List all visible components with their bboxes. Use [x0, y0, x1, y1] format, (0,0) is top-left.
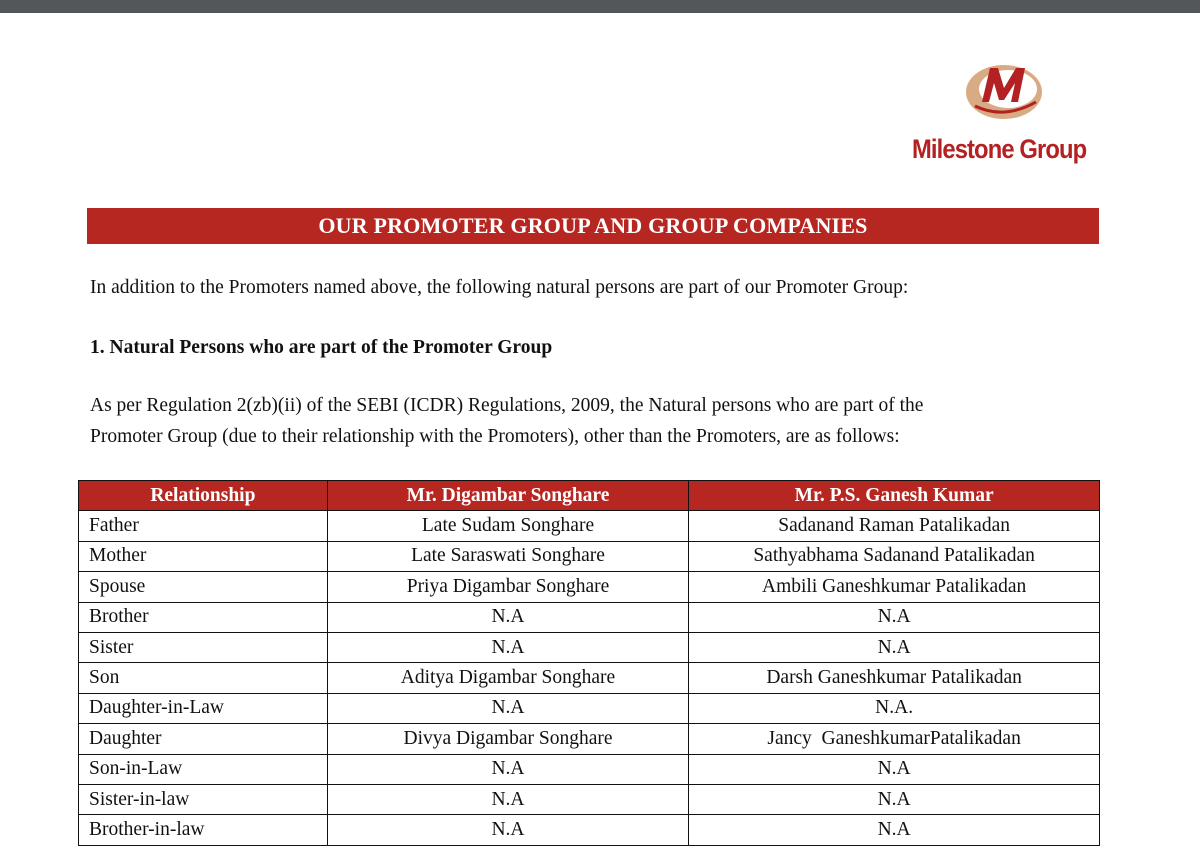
table-cell: N.A	[327, 693, 689, 723]
section-heading: 1. Natural Persons who are part of the Promoter Group	[90, 337, 553, 358]
table-row	[79, 815, 1100, 845]
table-cell: N.A	[327, 632, 689, 662]
table-cell: Darsh Ganeshkumar Patalikadan	[689, 663, 1100, 693]
table-cell: Late Saraswati Songhare	[327, 541, 689, 571]
table-row	[79, 724, 1100, 754]
regulation-paragraph	[90, 390, 923, 452]
header-ganesh-kumar: Mr. P.S. Ganesh Kumar	[689, 481, 1100, 511]
table-row	[79, 754, 1100, 784]
table-row	[79, 572, 1100, 602]
relationship-cell: Father	[79, 511, 328, 541]
table-cell: N.A	[689, 602, 1100, 632]
table-cell: N.A	[327, 815, 689, 845]
relationship-cell: Daughter	[79, 724, 328, 754]
table-cell: N.A	[327, 784, 689, 814]
relationship-cell: Brother-in-law	[79, 815, 328, 845]
table-cell: Sathyabhama Sadanand Patalikadan	[689, 541, 1100, 571]
milestone-m-emblem-icon	[912, 56, 1096, 136]
table-cell: N.A	[689, 632, 1100, 662]
logo-wordmark: Milestone Group	[912, 134, 1087, 164]
relationship-cell: Son-in-Law	[79, 754, 328, 784]
regulation-line-1: As per Regulation 2(zb)(ii) of the SEBI (ICDR) Regulations, 2009, the Natural persons who are part of the	[90, 395, 924, 416]
header-digambar-songhare: Mr. Digambar Songhare	[327, 481, 689, 511]
relationship-cell: Sister-in-law	[79, 784, 328, 814]
table-cell: Ambili Ganeshkumar Patalikadan	[689, 572, 1100, 602]
table-row	[79, 541, 1100, 571]
table-cell: N.A	[689, 754, 1100, 784]
table-row	[79, 693, 1100, 723]
table-cell: Sadanand Raman Patalikadan	[689, 511, 1100, 541]
table-row	[79, 602, 1100, 632]
relationship-cell: Sister	[79, 632, 328, 662]
table-cell: N.A.	[689, 693, 1100, 723]
regulation-line-2: Promoter Group (due to their relationship with the Promoters), other than the Promoters, are as follows:	[90, 426, 900, 447]
table-cell: Jancy GaneshkumarPatalikadan	[689, 724, 1100, 754]
table-row	[79, 511, 1100, 541]
intro-paragraph: In addition to the Promoters named above, the following natural persons are part of our Promoter Group:	[90, 277, 909, 298]
table-cell: Priya Digambar Songhare	[327, 572, 689, 602]
table-cell: Aditya Digambar Songhare	[327, 663, 689, 693]
relationship-cell: Brother	[79, 602, 328, 632]
promoter-group-table	[78, 480, 1100, 846]
table-row	[79, 632, 1100, 662]
table-row	[79, 784, 1100, 814]
relationship-cell: Daughter-in-Law	[79, 693, 328, 723]
window-top-bar	[0, 0, 1200, 13]
relationship-cell: Spouse	[79, 572, 328, 602]
milestone-group-logo	[912, 56, 1102, 176]
table-cell: Late Sudam Songhare	[327, 511, 689, 541]
table-cell: N.A	[689, 815, 1100, 845]
table-cell: N.A	[327, 602, 689, 632]
header-relationship: Relationship	[79, 481, 328, 511]
table-cell: N.A	[327, 754, 689, 784]
table-header-row	[79, 481, 1100, 511]
table-cell: Divya Digambar Songhare	[327, 724, 689, 754]
relationship-cell: Mother	[79, 541, 328, 571]
relationship-cell: Son	[79, 663, 328, 693]
table-cell: N.A	[689, 784, 1100, 814]
table-row	[79, 663, 1100, 693]
section-banner: OUR PROMOTER GROUP AND GROUP COMPANIES	[87, 208, 1099, 244]
